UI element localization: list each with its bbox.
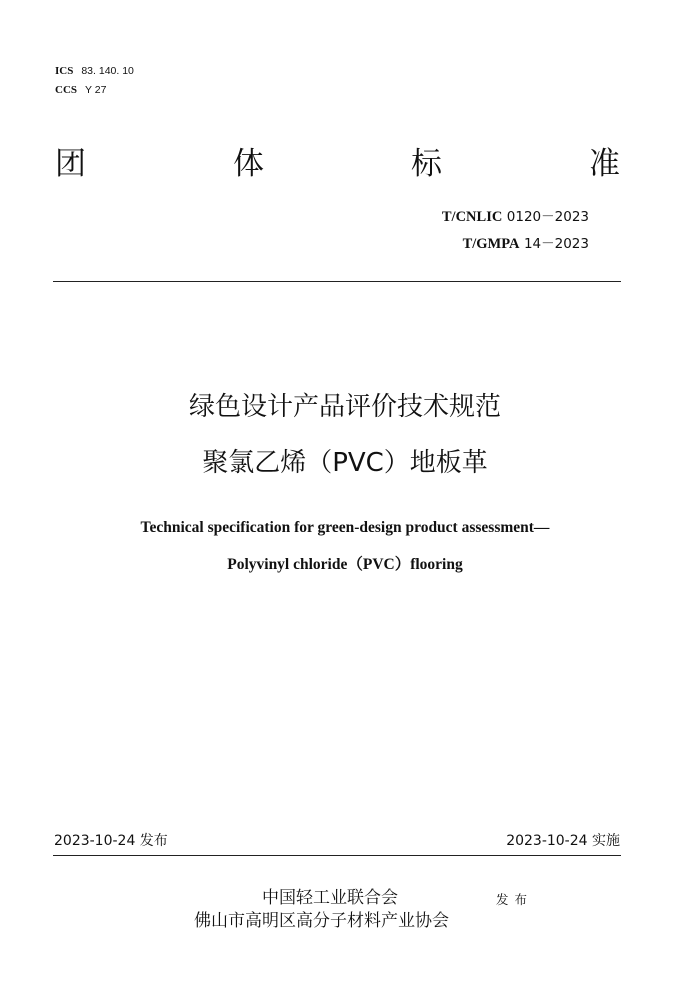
title-en-line2: Polyvinyl chloride（PVC）flooring — [227, 556, 463, 573]
standard-code-2 — [463, 235, 589, 253]
title-zh-line1: 绿色设计产品评价技术规范 — [188, 392, 501, 422]
issuer-org-2: 佛山市高明区高分子材料产业协会 — [194, 911, 449, 931]
doc-type-char: 标 — [411, 146, 442, 182]
header-divider — [53, 281, 621, 282]
implement-date: 2023-10-24 实施 — [506, 833, 620, 849]
title-en-line1: Technical specification for green-design product assessment— — [140, 519, 550, 536]
doc-type-char: 体 — [233, 146, 264, 182]
issuer-org-1: 中国轻工业联合会 — [262, 888, 398, 908]
document-type-heading — [55, 145, 620, 183]
code-prefix: T/GMPA — [462, 236, 520, 252]
doc-type-char: 准 — [589, 146, 620, 182]
ccs-line — [55, 83, 106, 97]
publish-mark: 发布 — [496, 892, 534, 907]
ccs-value: Y 27 — [85, 84, 107, 96]
ics-line — [55, 64, 134, 78]
ccs-label: CCS — [55, 84, 78, 96]
doc-type-char: 团 — [55, 146, 86, 182]
code-prefix: T/CNLIC — [441, 209, 503, 225]
code-number: 0120－2023 — [506, 209, 589, 225]
ics-label: ICS — [55, 65, 74, 77]
code-number: 14－2023 — [523, 236, 589, 252]
ics-value: 83. 140. 10 — [81, 65, 134, 77]
publish-date: 2023-10-24 发布 — [54, 833, 168, 849]
standard-code-1 — [442, 208, 589, 226]
title-zh-line2: 聚氯乙烯（PVC）地板革 — [202, 448, 488, 478]
footer-divider — [53, 855, 621, 856]
